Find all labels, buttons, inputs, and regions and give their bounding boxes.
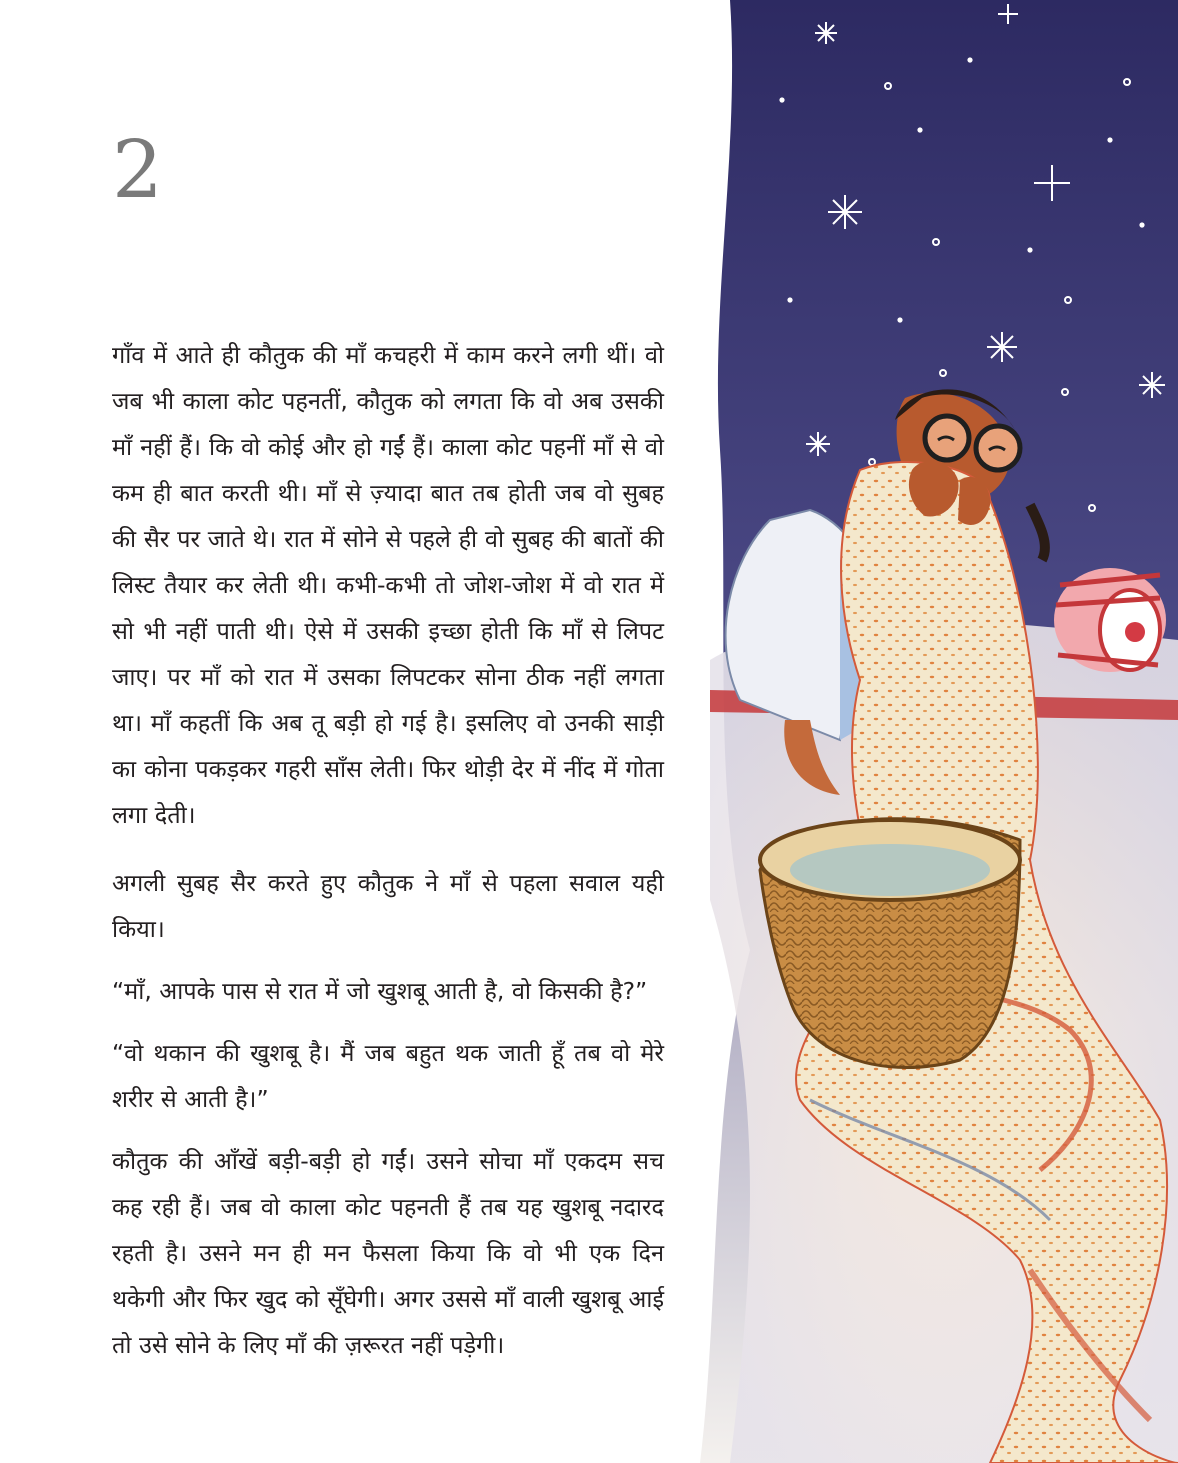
paragraph-3: “माँ, आपके पास से रात में जो खुशबू आती है, वो किसकी है?” <box>112 977 648 1005</box>
paragraph-4: “वो थकान की खुशबू है। मैं जब बहुत थक जाती हूँ तब वो मेरे शरीर से आती है।” <box>112 1039 664 1113</box>
paragraph-5: कौतुक की आँखें बड़ी-बड़ी हो गईं। उसने सोचा माँ एकदम सच कह रही हैं। जब वो काला कोट पहनती हैं तब यह खुशबू नदारद रहती है। उसने मन ही मन फैसला किया कि वो भी एक दिन थकेगी और फिर खुद को सूँघेगी। अगर उससे माँ वाली खुशबू आई तो उसे सोने के लिए माँ की ज़रूरत नहीं पड़ेगी। <box>112 1147 664 1359</box>
story-text <box>112 332 664 1384</box>
illustration-girl-with-sari <box>690 0 1178 1463</box>
chapter-number: 2 <box>112 123 163 216</box>
pillow-icon <box>1054 568 1166 672</box>
paragraph-2: अगली सुबह सैर करते हुए कौतुक ने माँ से पहला सवाल यही किया। <box>112 869 664 943</box>
paragraph-1: गाँव में आते ही कौतुक की माँ कचहरी में काम करने लगी थीं। वो जब भी काला कोट पहनतीं, कौतुक को लगता कि वो अब उसकी माँ नहीं हैं। कि वो कोई और हो गईं हैं। काला कोट पहनीं माँ से वो कम ही बात करती थी। माँ से ज़्यादा बात तब होती जब वो सुबह की सैर पर जाते थे। रात में सोने से पहले ही वो सुबह की बातों की लिस्ट तैयार कर लेती थी। कभी-कभी तो जोश-जोश में वो रात में सो भी नहीं पाती थी। ऐसे में उसकी इच्छा होती कि माँ से लिपट जाए। पर माँ को रात में उसका लिपटकर सोना ठीक नहीं लगता था। माँ कहतीं कि अब तू बड़ी हो गई है। इसलिए वो उनकी साड़ी का कोना पकड़कर गहरी साँस लेती। फिर थोड़ी देर में नींद में गोता लगा देती। <box>112 341 664 829</box>
